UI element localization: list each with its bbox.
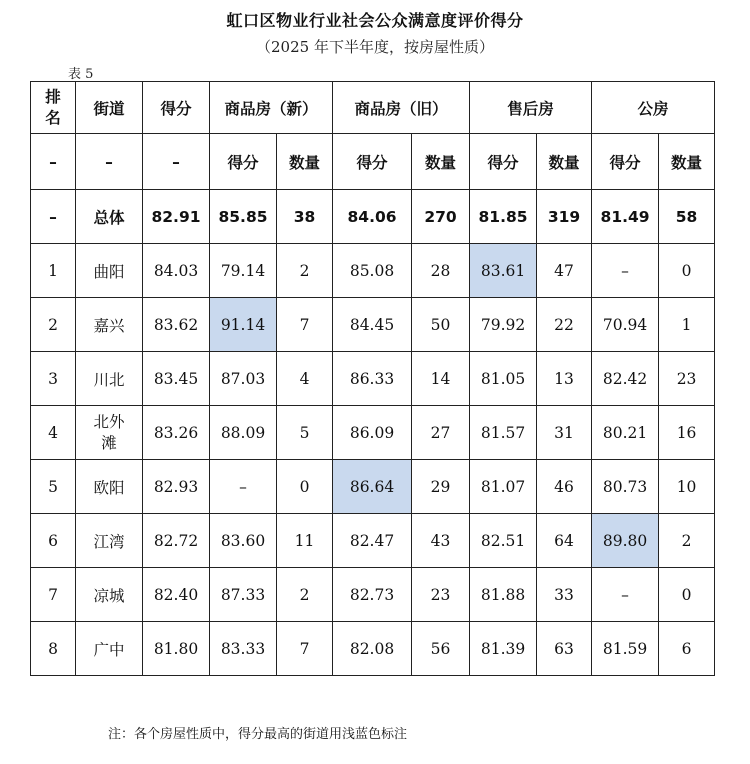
data-cell: 83.60	[210, 514, 277, 568]
total-cell: 85.85	[210, 190, 277, 244]
subheader-score: –	[143, 134, 210, 190]
table-row	[31, 568, 715, 622]
subheader-rank: –	[31, 134, 76, 190]
data-cell: 79.14	[210, 244, 277, 298]
data-cell: 0	[659, 244, 715, 298]
page-title: 虹口区物业行业社会公众满意度评价得分	[226, 11, 524, 30]
data-cell: –	[592, 244, 659, 298]
header-rank-text: 排名	[45, 87, 61, 127]
data-cell: 13	[537, 352, 592, 406]
score-cell: 81.80	[143, 622, 210, 676]
rank-cell: 5	[31, 460, 76, 514]
data-cell: 82.42	[592, 352, 659, 406]
page-subtitle: （2025 年下半年度，按房屋性质）	[256, 38, 494, 56]
data-cell: 63	[537, 622, 592, 676]
score-cell: 82.72	[143, 514, 210, 568]
data-cell: 82.08	[333, 622, 412, 676]
data-cell: 80.73	[592, 460, 659, 514]
table-label: 表 5	[68, 67, 94, 82]
subheader-score-label: 得分	[210, 134, 277, 190]
data-cell: 88.09	[210, 406, 277, 460]
total-street: 总体	[76, 190, 143, 244]
header-score: 得分	[143, 82, 210, 134]
data-cell: 83.33	[210, 622, 277, 676]
data-cell: 64	[537, 514, 592, 568]
total-cell: 58	[659, 190, 715, 244]
data-cell: 81.39	[470, 622, 537, 676]
data-cell: 5	[277, 406, 333, 460]
data-cell: 2	[277, 568, 333, 622]
data-cell: 87.03	[210, 352, 277, 406]
score-cell: 82.40	[143, 568, 210, 622]
data-cell: 81.07	[470, 460, 537, 514]
data-cell: 10	[659, 460, 715, 514]
total-cell: 81.49	[592, 190, 659, 244]
data-cell: 2	[659, 514, 715, 568]
subheader-street: –	[76, 134, 143, 190]
table-row	[31, 622, 715, 676]
score-cell: 83.45	[143, 352, 210, 406]
data-cell: 56	[412, 622, 470, 676]
subheader-count-label: 数量	[537, 134, 592, 190]
data-cell: 86.33	[333, 352, 412, 406]
data-cell: 82.47	[333, 514, 412, 568]
rank-cell: 2	[31, 298, 76, 352]
data-cell: 0	[659, 568, 715, 622]
data-cell: 16	[659, 406, 715, 460]
data-cell: 46	[537, 460, 592, 514]
data-cell: 6	[659, 622, 715, 676]
total-rank: –	[31, 190, 76, 244]
street-cell: 广中	[76, 622, 143, 676]
header-group-new-commercial: 商品房（新）	[210, 82, 333, 134]
subheader-score-label: 得分	[333, 134, 412, 190]
data-cell: –	[210, 460, 277, 514]
rank-cell: 4	[31, 406, 76, 460]
data-cell: 7	[277, 622, 333, 676]
rank-cell: 1	[31, 244, 76, 298]
satisfaction-table	[30, 81, 715, 676]
total-cell: 81.85	[470, 190, 537, 244]
data-cell: 80.21	[592, 406, 659, 460]
data-cell: 27	[412, 406, 470, 460]
table-total-row	[31, 190, 715, 244]
table-row	[31, 514, 715, 568]
score-cell: 83.26	[143, 406, 210, 460]
table-row	[31, 406, 715, 460]
street-cell: 嘉兴	[76, 298, 143, 352]
subheader-count-label: 数量	[659, 134, 715, 190]
street-cell-text: 北外滩	[93, 412, 125, 452]
data-cell: 85.08	[333, 244, 412, 298]
subheader-score-label: 得分	[592, 134, 659, 190]
data-cell: 7	[277, 298, 333, 352]
subheader-score-label: 得分	[470, 134, 537, 190]
data-cell: 33	[537, 568, 592, 622]
total-score: 82.91	[143, 190, 210, 244]
data-cell: 4	[277, 352, 333, 406]
street-cell: 江湾	[76, 514, 143, 568]
data-cell: 86.09	[333, 406, 412, 460]
footnote: 注：各个房屋性质中，得分最高的街道用浅蓝色标注	[108, 727, 408, 742]
header-group-public: 公房	[592, 82, 715, 134]
rank-cell: 8	[31, 622, 76, 676]
data-cell: 82.51	[470, 514, 537, 568]
data-cell: 11	[277, 514, 333, 568]
total-cell: 319	[537, 190, 592, 244]
header-rank	[31, 82, 76, 134]
data-cell: 22	[537, 298, 592, 352]
data-cell: 14	[412, 352, 470, 406]
header-group-resold: 售后房	[470, 82, 592, 134]
data-cell: 81.05	[470, 352, 537, 406]
highlighted-score-cell: 89.80	[592, 514, 659, 568]
highlighted-score-cell: 83.61	[470, 244, 537, 298]
data-cell: 79.92	[470, 298, 537, 352]
data-cell: 81.59	[592, 622, 659, 676]
header-group-old-commercial: 商品房（旧）	[333, 82, 470, 134]
table-row	[31, 244, 715, 298]
data-cell: 23	[412, 568, 470, 622]
rank-cell: 7	[31, 568, 76, 622]
data-cell: 0	[277, 460, 333, 514]
total-cell: 84.06	[333, 190, 412, 244]
data-cell: 43	[412, 514, 470, 568]
data-cell: 84.45	[333, 298, 412, 352]
table-row	[31, 352, 715, 406]
data-cell: 31	[537, 406, 592, 460]
score-cell: 84.03	[143, 244, 210, 298]
highlighted-score-cell: 86.64	[333, 460, 412, 514]
street-cell: 欧阳	[76, 460, 143, 514]
table-row	[31, 460, 715, 514]
street-cell: 凉城	[76, 568, 143, 622]
data-cell: 29	[412, 460, 470, 514]
data-cell: 82.73	[333, 568, 412, 622]
street-cell	[76, 406, 143, 460]
subheader-count-label: 数量	[277, 134, 333, 190]
data-cell: 81.57	[470, 406, 537, 460]
street-cell: 川北	[76, 352, 143, 406]
data-cell: 23	[659, 352, 715, 406]
data-cell: 70.94	[592, 298, 659, 352]
data-cell: 87.33	[210, 568, 277, 622]
data-cell: 81.88	[470, 568, 537, 622]
subheader-count-label: 数量	[412, 134, 470, 190]
rank-cell: 3	[31, 352, 76, 406]
data-cell: 47	[537, 244, 592, 298]
table-row	[31, 298, 715, 352]
table-header-row	[31, 82, 715, 134]
score-cell: 82.93	[143, 460, 210, 514]
street-cell: 曲阳	[76, 244, 143, 298]
data-cell: 2	[277, 244, 333, 298]
total-cell: 38	[277, 190, 333, 244]
data-cell: 1	[659, 298, 715, 352]
highlighted-score-cell: 91.14	[210, 298, 277, 352]
table-subheader-row	[31, 134, 715, 190]
rank-cell: 6	[31, 514, 76, 568]
score-cell: 83.62	[143, 298, 210, 352]
total-cell: 270	[412, 190, 470, 244]
data-cell: –	[592, 568, 659, 622]
data-cell: 50	[412, 298, 470, 352]
header-street: 街道	[76, 82, 143, 134]
data-cell: 28	[412, 244, 470, 298]
